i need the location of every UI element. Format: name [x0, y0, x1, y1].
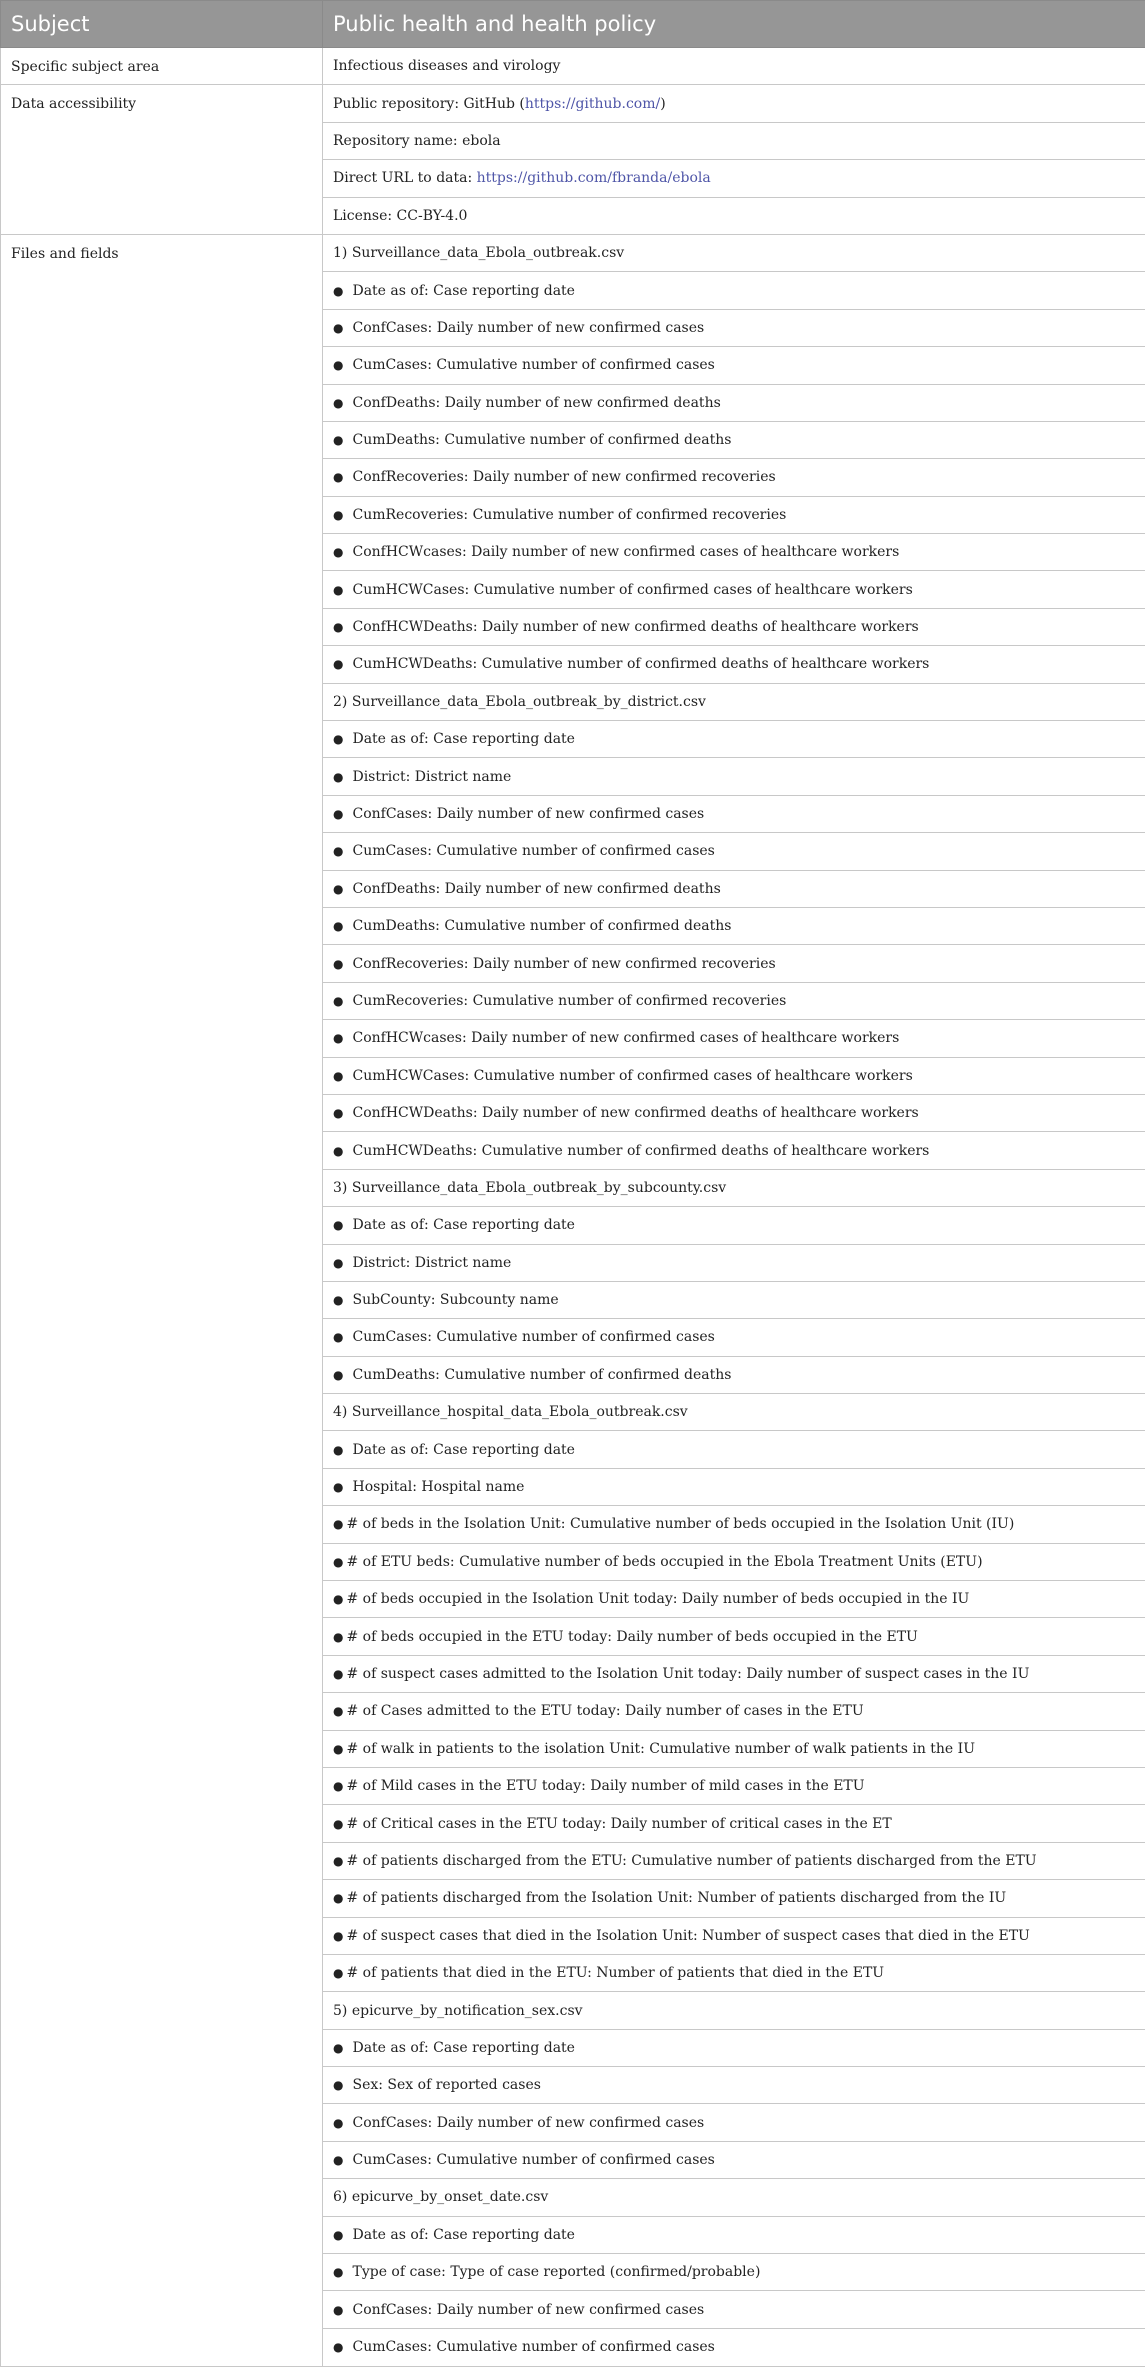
- field-text: # of beds occupied in the ETU today: Daily number of beds occupied in the ETU: [346, 1628, 918, 1645]
- header-row: [1, 1, 1145, 48]
- field-item: [323, 1917, 1145, 1954]
- license: License: CC-BY-4.0: [323, 197, 1145, 234]
- field-item: [323, 1506, 1145, 1543]
- header-subject: Subject: [1, 1, 323, 48]
- row-label-data-accessibility: Data accessibility: [1, 85, 323, 235]
- field-text: CumRecoveries: Cumulative number of confirmed recoveries: [352, 992, 787, 1009]
- field-item: [323, 384, 1145, 421]
- field-item: [323, 1618, 1145, 1655]
- bullet-icon: ●: [333, 1554, 344, 1569]
- table-row: [1, 85, 1145, 122]
- field-item: [323, 1244, 1145, 1281]
- field-item: [323, 421, 1145, 458]
- bullet-icon: ●: [333, 2302, 344, 2317]
- bullet-icon: ●: [333, 2078, 344, 2093]
- table-row: [1, 48, 1145, 85]
- field-item: [323, 1880, 1145, 1917]
- field-text: CumCases: Cumulative number of confirmed cases: [352, 2339, 715, 2356]
- bullet-icon: ●: [333, 657, 344, 672]
- bullet-icon: ●: [333, 2115, 344, 2130]
- bullet-icon: ●: [333, 1891, 344, 1906]
- field-text: # of beds occupied in the Isolation Unit today: Daily number of beds occupied in the IU: [346, 1591, 970, 1608]
- field-text: ConfHCWDeaths: Daily number of new confirmed deaths of healthcare workers: [352, 619, 919, 636]
- field-item: [323, 2216, 1145, 2253]
- field-text: # of suspect cases admitted to the Isolation Unit today: Daily number of suspect cases in the IU: [346, 1665, 1030, 1682]
- row-label-files-and-fields: Files and fields: [1, 234, 323, 2366]
- field-text: CumCases: Cumulative number of confirmed cases: [352, 843, 715, 860]
- bullet-icon: ●: [333, 1106, 344, 1121]
- bullet-icon: ●: [333, 1293, 344, 1308]
- bullet-icon: ●: [333, 1255, 344, 1270]
- bullet-icon: ●: [333, 545, 344, 560]
- field-text: CumCases: Cumulative number of confirmed cases: [352, 2152, 715, 2169]
- field-text: ConfHCWcases: Daily number of new confirmed cases of healthcare workers: [352, 1030, 900, 1047]
- field-item: [323, 870, 1145, 907]
- field-item: [323, 1693, 1145, 1730]
- row-label-specific-subject-area: Specific subject area: [1, 48, 323, 85]
- field-item: [323, 1767, 1145, 1804]
- file-heading: [323, 1394, 1145, 1431]
- field-text: ConfDeaths: Daily number of new confirmed deaths: [352, 394, 721, 411]
- field-item: [323, 1655, 1145, 1692]
- field-item: [323, 795, 1145, 832]
- field-text: ConfRecoveries: Daily number of new confirmed recoveries: [352, 955, 776, 972]
- file-heading: [323, 234, 1145, 271]
- field-text: CumHCWDeaths: Cumulative number of confirmed deaths of healthcare workers: [352, 656, 930, 673]
- bullet-icon: ●: [333, 1741, 344, 1756]
- field-item: [323, 2141, 1145, 2178]
- field-text: Date as of: Case reporting date: [352, 282, 575, 299]
- field-text: Date as of: Case reporting date: [352, 1217, 575, 1234]
- bullet-icon: ●: [333, 956, 344, 971]
- field-item: [323, 1842, 1145, 1879]
- bullet-icon: ●: [333, 919, 344, 934]
- field-text: CumCases: Cumulative number of confirmed cases: [352, 1329, 715, 1346]
- field-text: ConfHCWDeaths: Daily number of new confirmed deaths of healthcare workers: [352, 1105, 919, 1122]
- field-item: [323, 272, 1145, 309]
- field-item: [323, 1431, 1145, 1468]
- field-item: [323, 2067, 1145, 2104]
- field-text: ConfRecoveries: Daily number of new confirmed recoveries: [352, 469, 776, 486]
- field-item: [323, 907, 1145, 944]
- field-item: [323, 833, 1145, 870]
- bullet-icon: ●: [333, 1928, 344, 1943]
- bullet-icon: ●: [333, 620, 344, 635]
- field-text: Type of case: Type of case reported (confirmed/probable): [352, 2264, 761, 2281]
- field-text: District: District name: [352, 768, 512, 785]
- field-item: [323, 721, 1145, 758]
- bullet-icon: ●: [333, 1966, 344, 1981]
- field-item: [323, 1356, 1145, 1393]
- bullet-icon: ●: [333, 993, 344, 1008]
- file-heading: [323, 683, 1145, 720]
- field-item: [323, 1543, 1145, 1580]
- field-text: Hospital: Hospital name: [352, 1479, 525, 1496]
- bullet-icon: ●: [333, 1853, 344, 1868]
- field-item: [323, 646, 1145, 683]
- field-text: Date as of: Case reporting date: [352, 2226, 575, 2243]
- bullet-icon: ●: [333, 2040, 344, 2055]
- field-text: # of patients that died in the ETU: Number of patients that died in the ETU: [346, 1965, 885, 1982]
- field-text: SubCounty: Subcounty name: [352, 1292, 559, 1309]
- field-item: [323, 534, 1145, 571]
- field-text: Sex: Sex of reported cases: [352, 2077, 541, 2094]
- field-text: 6) epicurve_by_onset_date.csv: [333, 2189, 549, 2206]
- field-text: Date as of: Case reporting date: [352, 731, 575, 748]
- field-text: CumDeaths: Cumulative number of confirmed deaths: [352, 1366, 732, 1383]
- field-text: # of patients discharged from the Isolation Unit: Number of patients discharged from the IU: [346, 1890, 1007, 1907]
- field-text: ConfCases: Daily number of new confirmed cases: [352, 806, 705, 822]
- file-heading: [323, 1169, 1145, 1206]
- field-item: [323, 2254, 1145, 2291]
- bullet-icon: ●: [333, 1480, 344, 1495]
- field-text: # of Mild cases in the ETU today: Daily number of mild cases in the ETU: [346, 1778, 865, 1795]
- bullet-icon: ●: [333, 1779, 344, 1794]
- bullet-icon: ●: [333, 1629, 344, 1644]
- field-item: [323, 1132, 1145, 1169]
- bullet-icon: ●: [333, 1816, 344, 1831]
- field-text: CumHCWCases: Cumulative number of confirmed cases of healthcare workers: [352, 581, 913, 598]
- field-text: # of suspect cases that died in the Isolation Unit: Number of suspect cases that died in the ETU: [346, 1927, 1030, 1944]
- bullet-icon: ●: [333, 1143, 344, 1158]
- field-item: [323, 2328, 1145, 2366]
- bullet-icon: ●: [333, 358, 344, 373]
- bullet-icon: ●: [333, 732, 344, 747]
- field-item: [323, 758, 1145, 795]
- specific-subject-area-value: Infectious diseases and virology: [323, 48, 1145, 85]
- bullet-icon: ●: [333, 433, 344, 448]
- field-text: # of walk in patients to the isolation Unit: Cumulative number of walk patients in the IU: [346, 1740, 975, 1757]
- field-item: [323, 2029, 1145, 2066]
- bullet-icon: ●: [333, 470, 344, 485]
- file-heading: [323, 1992, 1145, 2029]
- table-row: [1, 234, 1145, 271]
- bullet-icon: ●: [333, 1442, 344, 1457]
- field-item: [323, 347, 1145, 384]
- repository-cell: [323, 85, 1145, 122]
- field-item: [323, 1468, 1145, 1505]
- field-item: [323, 309, 1145, 346]
- github-link[interactable]: https://github.com/: [524, 95, 661, 112]
- field-item: [323, 2291, 1145, 2328]
- field-text: CumHCWDeaths: Cumulative number of confirmed deaths of healthcare workers: [352, 1142, 930, 1159]
- field-text: CumCases: Cumulative number of confirmed cases: [352, 357, 715, 374]
- bullet-icon: ●: [333, 807, 344, 821]
- field-text: CumRecoveries: Cumulative number of confirmed recoveries: [352, 506, 787, 523]
- bullet-icon: ●: [333, 1031, 344, 1046]
- field-item: [323, 1094, 1145, 1131]
- repository-suffix: ): [660, 95, 666, 112]
- bullet-icon: ●: [333, 1330, 344, 1345]
- field-item: [323, 1207, 1145, 1244]
- bullet-icon: ●: [333, 1367, 344, 1382]
- bullet-icon: ●: [333, 507, 344, 522]
- field-item: [323, 496, 1145, 533]
- field-text: 5) epicurve_by_notification_sex.csv: [333, 2002, 583, 2019]
- field-text: Date as of: Case reporting date: [352, 2039, 575, 2056]
- field-text: ConfHCWcases: Daily number of new confirmed cases of healthcare workers: [352, 544, 900, 561]
- field-item: [323, 2104, 1145, 2141]
- field-item: [323, 1020, 1145, 1057]
- field-text: ConfDeaths: Daily number of new confirmed deaths: [352, 880, 721, 897]
- bullet-icon: ●: [333, 2340, 344, 2355]
- field-text: CumDeaths: Cumulative number of confirmed deaths: [352, 918, 732, 935]
- bullet-icon: ●: [333, 395, 344, 410]
- field-text: # of beds in the Isolation Unit: Cumulative number of beds occupied in the Isolation Unit (IU): [346, 1516, 1015, 1533]
- bullet-icon: ●: [333, 1666, 344, 1681]
- field-item: [323, 1805, 1145, 1842]
- field-item: [323, 945, 1145, 982]
- file-heading: [323, 2179, 1145, 2216]
- field-text: Date as of: Case reporting date: [352, 1441, 575, 1458]
- bullet-icon: ●: [333, 320, 344, 335]
- field-item: [323, 608, 1145, 645]
- field-item: [323, 1281, 1145, 1318]
- field-text: ConfCases: Daily number of new confirmed cases: [352, 319, 705, 336]
- field-item: [323, 982, 1145, 1019]
- repository-name: Repository name: ebola: [323, 122, 1145, 159]
- direct-url-link[interactable]: https://github.com/fbranda/ebola: [476, 170, 711, 187]
- field-text: ConfCases: Daily number of new confirmed cases: [352, 2301, 705, 2318]
- field-text: CumDeaths: Cumulative number of confirmed deaths: [352, 432, 732, 449]
- field-item: [323, 571, 1145, 608]
- bullet-icon: ●: [333, 881, 344, 896]
- bullet-icon: ●: [333, 769, 344, 784]
- bullet-icon: ●: [333, 2227, 344, 2242]
- field-item: [323, 1581, 1145, 1618]
- header-subject-value: Public health and health policy: [323, 1, 1145, 48]
- direct-url-prefix: Direct URL to data:: [333, 170, 477, 187]
- field-text: District: District name: [352, 1254, 512, 1271]
- bullet-icon: ●: [333, 283, 344, 298]
- bullet-icon: ●: [333, 2265, 344, 2280]
- field-item: [323, 459, 1145, 496]
- bullet-icon: ●: [333, 1517, 344, 1532]
- field-item: [323, 1057, 1145, 1094]
- direct-url-cell: [323, 160, 1145, 197]
- bullet-icon: ●: [333, 1592, 344, 1607]
- field-item: [323, 1319, 1145, 1356]
- bullet-icon: ●: [333, 2153, 344, 2168]
- field-text: CumHCWCases: Cumulative number of confirmed cases of healthcare workers: [352, 1067, 913, 1084]
- bullet-icon: ●: [333, 582, 344, 597]
- field-text: 2) Surveillance_data_Ebola_outbreak_by_district.csv: [333, 693, 706, 710]
- field-text: # of Critical cases in the ETU today: Daily number of critical cases in the ET: [346, 1815, 892, 1832]
- field-text: 3) Surveillance_data_Ebola_outbreak_by_subcounty.csv: [333, 1179, 727, 1196]
- field-item: [323, 1730, 1145, 1767]
- repository-prefix: Public repository: GitHub (: [333, 95, 525, 112]
- field-text: # of Cases admitted to the ETU today: Daily number of cases in the ETU: [346, 1703, 864, 1720]
- bullet-icon: ●: [333, 1068, 344, 1083]
- bullet-icon: ●: [333, 1218, 344, 1233]
- field-item: [323, 1954, 1145, 1991]
- bullet-icon: ●: [333, 1704, 344, 1719]
- field-text: ConfCases: Daily number of new confirmed cases: [352, 2114, 705, 2131]
- field-text: # of ETU beds: Cumulative number of beds occupied in the Ebola Treatment Units (ETU): [346, 1553, 983, 1570]
- field-text: # of patients discharged from the ETU: Cumulative number of patients discharged from the ETU: [346, 1852, 1037, 1869]
- bullet-icon: ●: [333, 844, 344, 859]
- field-text: 1) Surveillance_data_Ebola_outbreak.csv: [333, 245, 625, 262]
- field-text: 4) Surveillance_hospital_data_Ebola_outbreak.csv: [333, 1404, 688, 1421]
